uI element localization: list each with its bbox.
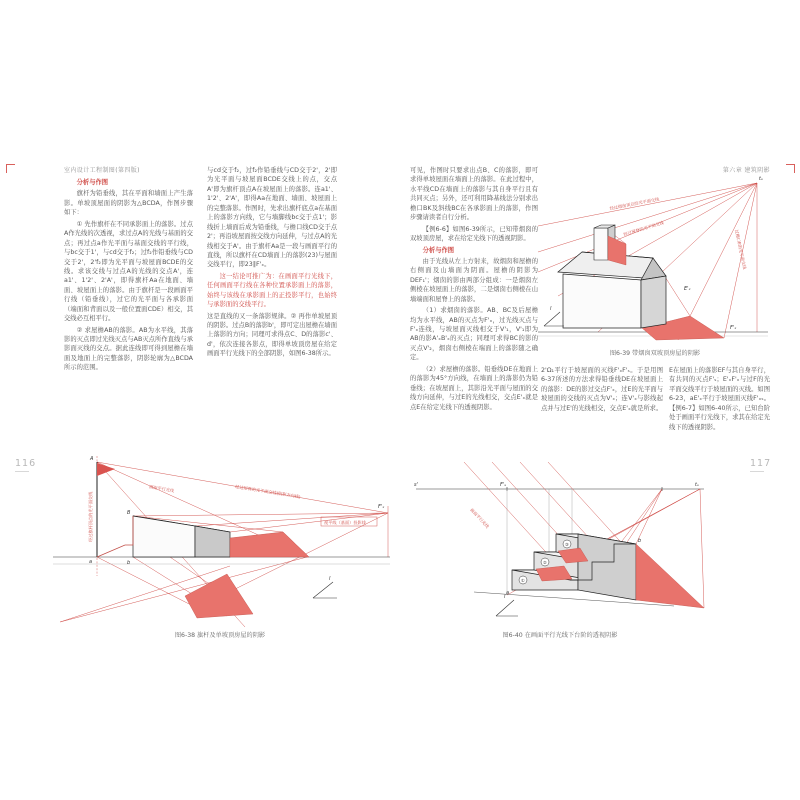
- step-number-2: ②: [543, 560, 547, 565]
- paragraph: E在屋面上的落影EF与其自身平行，有共同的灭点F'ₛ；E'ₓF'ₓ与过F的光平面交线平行于坡屋面的灭线。如图6-23，aE'ₓ平行于坡屋面灭线F'ₓₛ。【例6-7】如图6-40所示，已知台阶处于画面平行光线下，求其在给定光线下的透视阴影。: [669, 367, 770, 431]
- paragraph: ① 先作旗杆在不同承影面上的落影。过点A作光线的次透视，求过点A的光线与基面的交点；再过点a作光平面与基面交线的平行线，与bc交于1'，与cd交于f₂；过f₂作铅垂线与CD交于2'，2'f₂即为光平面与坡屋面BCDE的交线。求该交线与过点A的光线的交点A'，连a1'、1'2'、2'A'，即得旗杆Aa在地面、墙面、坡屋面上的落影。由于旗杆是一段画面平行线（铅垂线），过它的光平面与各承影面（端面和背面以及一般位置面CDE）相交，其交线必互相平行。: [64, 220, 193, 323]
- figure-6-40-steps-shadow-drawing: [412, 462, 708, 628]
- paragraph: 旗杆为铅垂线，其在平面和墙面上产生落影。单坡顶屋面的阴影为△BCDA，作图步骤如下：: [64, 190, 193, 217]
- point-label-A: A: [90, 456, 94, 462]
- annotation-pole-light-plane: 经过旗杆顶点的光平面交线: [88, 491, 93, 542]
- point-label-ts: tₛ: [759, 176, 763, 182]
- left-page-column-2: [207, 166, 337, 455]
- right-page-column-2: [541, 366, 663, 464]
- light-ray-label: l: [329, 576, 331, 582]
- annotation-horizon-projection: 视平线（基面）投影线: [324, 520, 366, 525]
- annotation-eave-light-plane: 过檐口E的光平面交线: [734, 229, 748, 270]
- point-label-b: b: [638, 538, 642, 544]
- paragraph: 2'Ω₁平行于坡屋面的灭线F'ₓF'ₛ。于是用图6-37所述的方法求得铅垂线DE在坡屋面上的落影：DE的影过交点F'ₓ，过E的光平面与坡屋面的交线的灭点为V'ₓ；连V'ₓ与影线起点并与过E'的光线相交，交点E'ₓ就是所求。: [541, 367, 663, 412]
- step-number-3: ③: [565, 542, 569, 547]
- step-number-1: ①: [521, 578, 525, 583]
- annotation-parallel-light: 画面平行光线: [148, 484, 175, 494]
- light-ray-label: l: [504, 594, 506, 600]
- paragraph: ② 求屋檐AB的落影。AB为水平线，其落影的灭点即过光线灭点与AB灭点所作直线与承影面灭线的交点。据此连线即可得到屋檐在墙面及地面上的完整落影，阴影轮廓为△BCDA所示的范围。: [64, 326, 193, 372]
- point-label-B: B: [127, 510, 131, 516]
- running-header-left: 室内设计工程制图(第四版): [64, 167, 140, 174]
- point-label-a: a: [89, 559, 93, 565]
- point-label-a: a: [506, 590, 510, 596]
- light-ray-label: l: [550, 306, 552, 312]
- left-page-column-1: [64, 178, 193, 455]
- figure-6-38-flagpole-shadow-drawing: [45, 446, 395, 628]
- point-label-Ex: E'ₓ: [684, 286, 691, 292]
- figure-6-39-caption: 图6-39 带烟囱双坡顶房屋的阴影: [609, 350, 701, 357]
- annotation-ridge-light-plane: 经过屋脊的光平面交线(阴影方向线): [234, 484, 301, 500]
- right-page-column-3: [669, 366, 770, 464]
- page-number-left-value: 116: [15, 458, 37, 469]
- figure-6-38-caption: 图6-38 旗杆及单坡顶房屋的阴影: [174, 632, 266, 639]
- crop-mark-right: [786, 164, 795, 173]
- annotation-parallel-light: 画面平行光线: [469, 507, 491, 530]
- figure-6-40-caption: 图6-40 在画面平行光线下台阶的透视阴影: [502, 632, 618, 639]
- page-number-left: [15, 458, 36, 472]
- annotation-chimney-light-plane: 经过烟囱顶点的光平面交线: [609, 196, 660, 211]
- annotation-ridge-light-plane: 经过屋脊的光平面交线: [622, 219, 665, 237]
- point-label-ts: tₛ: [695, 482, 699, 488]
- figure-6-39-chimney-house-shadow-drawing: [538, 168, 772, 346]
- crop-mark-left: [6, 164, 15, 173]
- paragraph: 这是直线的又一条落影规律。② 再作单坡屋顶的阴影。过点B的落影b'，即可定出屋檐在墙面上落影的方向；同理可求得点C、D的落影c'、d'，依次连接各影点，即得单坡顶房屋在给定画面平行光线下的全部阴影，如图6-38所示。: [207, 312, 337, 358]
- point-label-Fs: F'ₛ: [500, 482, 507, 488]
- paragraph: （1）求烟囱的落影。AB、BC及后屋檐均为水平线，AB的灭点为F'ₓ，过光线灭点与F'ₓ连线，与坡屋面灭线相交于V'₁，V'₁即为AB的影A'ₓB'ₓ的灭点；同理可求得BC的影的灭点V'₂，烟囱右侧棱在端面上的落影随之确定。: [410, 307, 538, 362]
- point-label-Fx: F'ₓ: [730, 325, 737, 331]
- section-heading-analysis: 分析与作图: [422, 246, 455, 254]
- page-number-rule: [15, 471, 29, 472]
- paragraph-example: 【例6-6】如图6-39所示，已知带烟囱的双坡顶房屋，求在给定光线下的透视阴影。: [410, 225, 538, 243]
- paragraph: 与cd交于f₂，过f₂作铅垂线与CD交于2'，2'即为光平面与坡屋面BCDE交线上的点，交点A'即为旗杆顶点A在坡屋面上的落影。连a1'、1'2'、2'A'，即得Aa在地面、墙面、坡屋面上的完整落影。作图时，先求出旗杆底点a在基面上的落影方向线，它与墙脚线bc交于点1'；影线折上墙面后成为铅垂线，与檐口线CD交于点2'；再沿坡屋面按交线方向延伸，与过点A的光线相交于A'。由于旗杆Aa是一段与画面平行的直线，所以旗杆在CD墙面上的落影(23)与屋面交线平行，即23∥F'ₓ。: [207, 167, 337, 269]
- point-label-Fx: F'ₓ: [378, 504, 385, 510]
- page-number-right-value: 117: [750, 458, 772, 469]
- section-heading-analysis: 分析与作图: [76, 179, 109, 186]
- paragraph: （2）求屋檐的落影。铅垂线DE在地面上的落影为45°方向线，在墙面上的落影仍为铅垂线；在坡屋面上，其影沿光平面与屋面的交线方向延伸，与过E的光线相交，交点E'ₓ就是点E在给定光线下的透视阴影。: [410, 365, 538, 411]
- paragraph-highlight: 这一结论可推广为：在画面平行光线下，任何画面平行线在各种位置承影面上的落影，始终与该线在承影面上的正投影平行，也始终与承影面的交线平行。: [207, 272, 337, 309]
- running-header-right: 第六章 建筑阴影: [722, 167, 770, 174]
- point-label-s: s': [414, 482, 418, 488]
- page-number-rule: [750, 471, 764, 472]
- point-label-b: b: [127, 560, 131, 566]
- paragraph: 可见，作图时只要求出点B、C的落影，即可求得单坡屋面在墙面上的落影。在此过程中，水平线CD在墙面上的落影与其自身平行且有共同灭点；另外，还可利用降基线法分别求出檐口BK及斜线BC在各承影面上的落影，作图步骤请读者自行分析。: [410, 167, 538, 222]
- right-page-column-1: [410, 166, 538, 464]
- paragraph: 由于光线从左上方射来，故烟囱和屋檐的右侧面及山墙面为阴面。屋檐的阴影为DEF₁'；烟囱的影由两部分组成：一是烟囱左侧棱在坡屋面上的落影，二是烟囱右侧棱在山墙端面和屋脊上的落影。: [410, 257, 538, 303]
